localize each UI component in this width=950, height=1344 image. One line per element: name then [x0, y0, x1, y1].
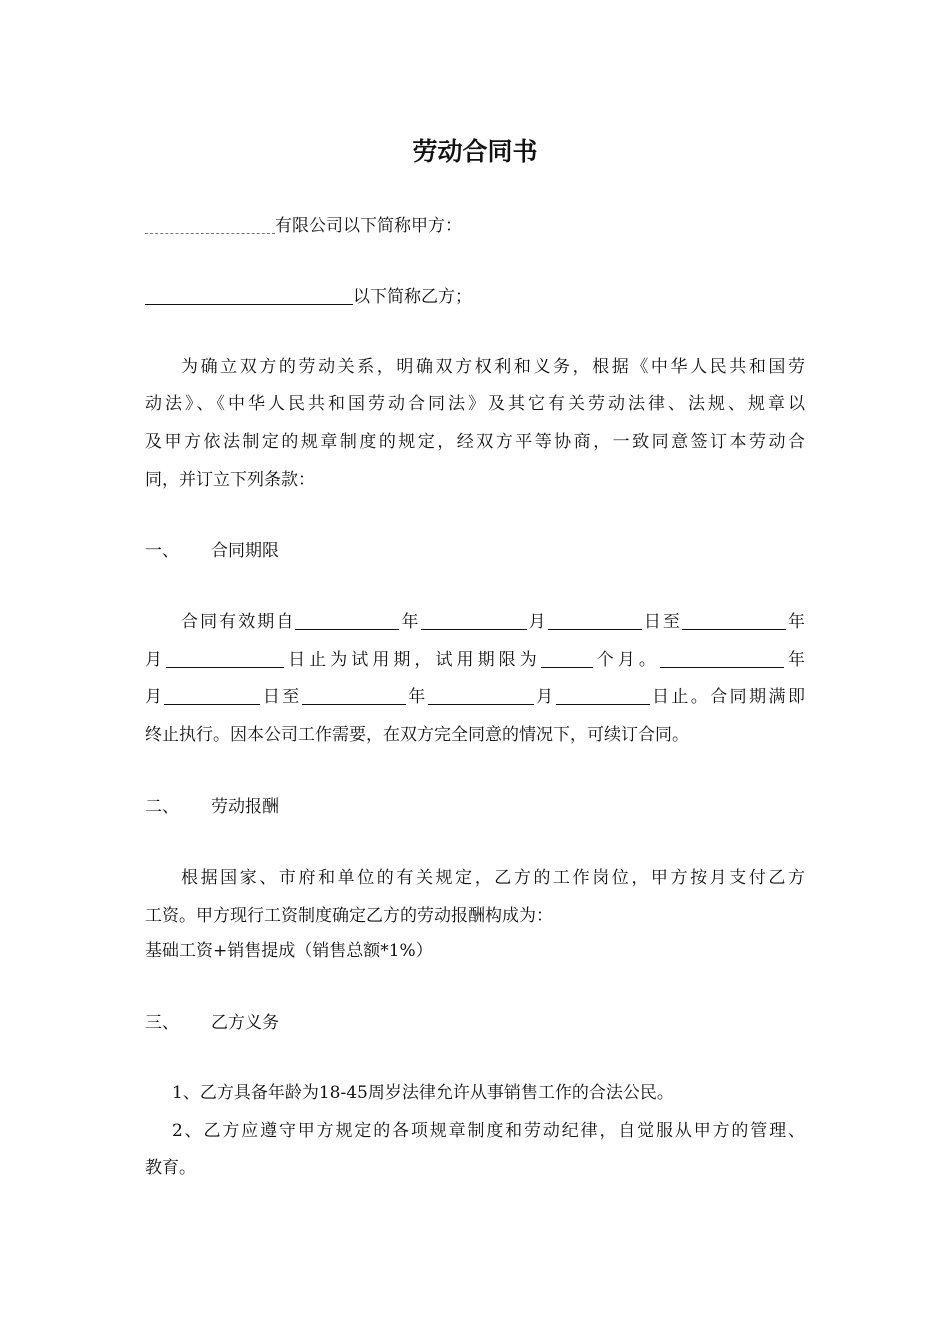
- party-a-line: [145, 215, 462, 237]
- term-text: 日止。合同期满即: [649, 687, 805, 707]
- term-line-1: [145, 611, 805, 633]
- party-a-blank[interactable]: [145, 215, 275, 234]
- start-year-blank[interactable]: [295, 611, 399, 630]
- term-line-4: 终止执行。因本公司工作需要，在双方完全同意的情况下，可续订合同。: [145, 725, 689, 745]
- probation-months-blank[interactable]: [541, 649, 593, 668]
- probation-end-month-blank[interactable]: [166, 649, 284, 668]
- page-title: 劳动合同书: [412, 137, 538, 166]
- end-day-blank[interactable]: [556, 686, 650, 705]
- end-year-blank[interactable]: [302, 686, 406, 705]
- end-month-blank[interactable]: [428, 686, 534, 705]
- section-2-heading: [145, 796, 279, 818]
- section-1-number: 一、: [145, 541, 179, 561]
- term-text: 月: [145, 687, 165, 707]
- term-text: 日至: [641, 612, 682, 632]
- term-text: 日止为试用期，试用期限为: [284, 650, 541, 670]
- preamble-line-4: 同，并订立下列条款：: [145, 470, 315, 490]
- party-b-line: [145, 286, 472, 308]
- party-b-blank[interactable]: [145, 286, 353, 305]
- section-2-title: 劳动报酬: [211, 797, 279, 817]
- contract-end-year-blank[interactable]: [660, 649, 784, 668]
- duty-item-2: 2、乙方应遵守甲方规定的各项规章制度和劳动纪律，自觉服从甲方的管理、: [172, 1121, 805, 1141]
- term-text: 年: [405, 687, 428, 707]
- party-b-label: 以下简称乙方；: [353, 287, 472, 307]
- term-line-2: [145, 649, 805, 671]
- section-1-heading: [145, 540, 279, 562]
- pay-formula: 基础工资+销售提成（销售总额*1%）: [145, 941, 433, 961]
- section-2-number: 二、: [145, 797, 179, 817]
- term-text: 月: [145, 650, 167, 670]
- term-text: 年: [399, 612, 421, 632]
- start-day-blank[interactable]: [548, 611, 642, 630]
- probation-end-year-blank[interactable]: [682, 611, 786, 630]
- pay-line-1: 根据国家、市府和单位的有关规定，乙方的工作岗位，甲方按月支付乙方: [181, 868, 805, 888]
- term-text: 月: [526, 612, 548, 632]
- term-month-blank[interactable]: [164, 686, 260, 705]
- duty-item-1: 1、乙方具备年龄为18-45周岁法律允许从事销售工作的合法公民。: [172, 1083, 674, 1103]
- preamble-line-2: 动法》、《中华人民共和国劳动合同法》及其它有关劳动法律、法规、规章以: [145, 394, 805, 414]
- party-a-label: 有限公司以下简称甲方：: [275, 216, 462, 236]
- duty-item-2-cont: 教育。: [145, 1158, 196, 1178]
- term-text: 年: [783, 650, 806, 670]
- start-month-blank[interactable]: [421, 611, 527, 630]
- pay-line-2: 工资。甲方现行工资制度确定乙方的劳动报酬构成为：: [145, 906, 553, 926]
- preamble-line-3: 及甲方依法制定的规章制度的规定，经双方平等协商，一致同意签订本劳动合: [145, 432, 805, 452]
- term-text: 月: [533, 687, 556, 707]
- term-text: 合同有效期自: [181, 612, 296, 632]
- preamble-line-1: 为确立双方的劳动关系，明确双方权利和义务，根据《中华人民共和国劳: [181, 357, 805, 377]
- section-3-title: 乙方义务: [211, 1013, 279, 1033]
- term-line-3: [145, 686, 805, 708]
- term-text: 年: [785, 612, 806, 632]
- term-text: 日至: [260, 687, 302, 707]
- term-text: 个月。: [592, 650, 660, 670]
- section-3-heading: [145, 1012, 279, 1034]
- section-1-title: 合同期限: [211, 541, 279, 561]
- section-3-number: 三、: [145, 1013, 179, 1033]
